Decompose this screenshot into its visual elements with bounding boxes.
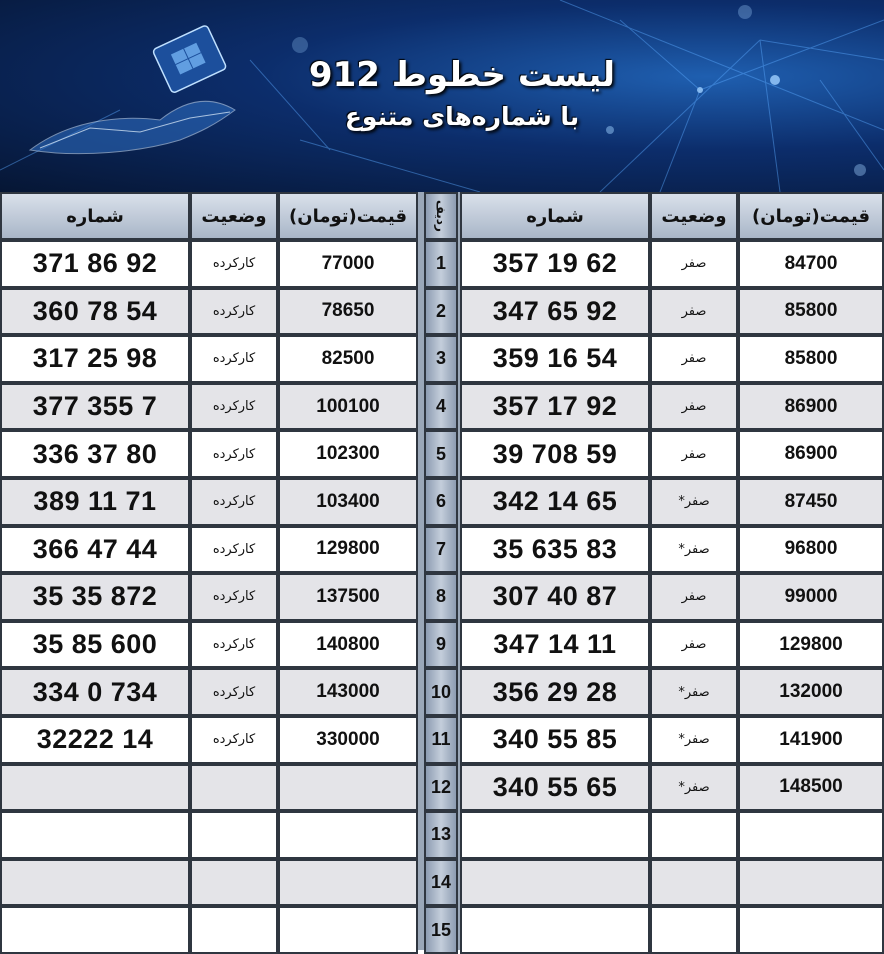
phone-number-left: 371 86 92 bbox=[0, 240, 190, 288]
header-row-no: ردیف bbox=[424, 192, 458, 240]
price-right: 86900 bbox=[738, 383, 884, 431]
phone-number-right bbox=[460, 811, 650, 859]
status-right bbox=[650, 906, 738, 954]
status-left: کارکرده bbox=[190, 668, 278, 716]
status-right: صفر* bbox=[650, 764, 738, 812]
price-left: 82500 bbox=[278, 335, 418, 383]
phone-number-right: 340 55 85 bbox=[460, 716, 650, 764]
phone-number-right: 357 17 92 bbox=[460, 383, 650, 431]
row-number: 14 bbox=[424, 859, 458, 907]
phone-number-left: 377 355 7 bbox=[0, 383, 190, 431]
price-left: 137500 bbox=[278, 573, 418, 621]
phone-number-left bbox=[0, 906, 190, 954]
header-price-left: قیمت(تومان) bbox=[278, 192, 418, 240]
phone-number-left: 35 85 600 bbox=[0, 621, 190, 669]
phone-number-left bbox=[0, 859, 190, 907]
row-number: 1 bbox=[424, 240, 458, 288]
phone-number-right: 347 65 92 bbox=[460, 288, 650, 336]
banner-title: لیست خطوط 912 bbox=[308, 55, 616, 95]
row-number: 5 bbox=[424, 430, 458, 478]
header-number-left: شماره bbox=[0, 192, 190, 240]
price-right: 129800 bbox=[738, 621, 884, 669]
status-right: صفر* bbox=[650, 478, 738, 526]
status-right: صفر* bbox=[650, 668, 738, 716]
header-number-right: شماره bbox=[460, 192, 650, 240]
status-left: کارکرده bbox=[190, 621, 278, 669]
price-right bbox=[738, 811, 884, 859]
status-right: صفر bbox=[650, 430, 738, 478]
row-number: 12 bbox=[424, 764, 458, 812]
price-right: 148500 bbox=[738, 764, 884, 812]
header-status-right: وضعیت bbox=[650, 192, 738, 240]
row-number: 9 bbox=[424, 621, 458, 669]
status-left bbox=[190, 764, 278, 812]
banner-subtitle: با شماره‌های متنوع bbox=[344, 102, 580, 131]
status-left: کارکرده bbox=[190, 430, 278, 478]
price-left: 77000 bbox=[278, 240, 418, 288]
price-left: 330000 bbox=[278, 716, 418, 764]
banner bbox=[0, 0, 884, 192]
row-number: 2 bbox=[424, 288, 458, 336]
status-right: صفر bbox=[650, 383, 738, 431]
row-number: 13 bbox=[424, 811, 458, 859]
phone-number-left bbox=[0, 811, 190, 859]
price-left: 100100 bbox=[278, 383, 418, 431]
phone-number-right: 342 14 65 bbox=[460, 478, 650, 526]
header-price-right: قیمت(تومان) bbox=[738, 192, 884, 240]
phone-number-right: 347 14 11 bbox=[460, 621, 650, 669]
phone-number-left bbox=[0, 764, 190, 812]
row-number: 3 bbox=[424, 335, 458, 383]
phone-number-left: 360 78 54 bbox=[0, 288, 190, 336]
phone-number-right bbox=[460, 859, 650, 907]
status-left: کارکرده bbox=[190, 526, 278, 574]
row-number: 10 bbox=[424, 668, 458, 716]
status-left: کارکرده bbox=[190, 383, 278, 431]
phone-number-left: 389 11 71 bbox=[0, 478, 190, 526]
row-number: 11 bbox=[424, 716, 458, 764]
status-left: کارکرده bbox=[190, 478, 278, 526]
phone-number-right bbox=[460, 906, 650, 954]
status-right: صفر bbox=[650, 240, 738, 288]
price-left bbox=[278, 906, 418, 954]
status-right bbox=[650, 811, 738, 859]
price-right: 99000 bbox=[738, 573, 884, 621]
status-left: کارکرده bbox=[190, 573, 278, 621]
price-right: 85800 bbox=[738, 288, 884, 336]
price-left: 78650 bbox=[278, 288, 418, 336]
status-left: کارکرده bbox=[190, 716, 278, 764]
row-number: 6 bbox=[424, 478, 458, 526]
row-number: 4 bbox=[424, 383, 458, 431]
price-left: 102300 bbox=[278, 430, 418, 478]
status-right: صفر bbox=[650, 288, 738, 336]
price-left: 103400 bbox=[278, 478, 418, 526]
price-right bbox=[738, 859, 884, 907]
price-right bbox=[738, 906, 884, 954]
phone-number-right: 340 55 65 bbox=[460, 764, 650, 812]
status-right: صفر bbox=[650, 621, 738, 669]
network-graphic bbox=[0, 0, 884, 192]
phone-number-left: 334 0 734 bbox=[0, 668, 190, 716]
phone-number-right: 356 29 28 bbox=[460, 668, 650, 716]
price-right: 84700 bbox=[738, 240, 884, 288]
status-right bbox=[650, 859, 738, 907]
phone-number-left: 35 35 872 bbox=[0, 573, 190, 621]
price-right: 132000 bbox=[738, 668, 884, 716]
number-table bbox=[0, 192, 884, 950]
status-right: صفر bbox=[650, 335, 738, 383]
phone-number-right: 35 635 83 bbox=[460, 526, 650, 574]
phone-number-left: 336 37 80 bbox=[0, 430, 190, 478]
status-left bbox=[190, 811, 278, 859]
status-left: کارکرده bbox=[190, 335, 278, 383]
price-right: 87450 bbox=[738, 478, 884, 526]
phone-number-left: 317 25 98 bbox=[0, 335, 190, 383]
price-left: 140800 bbox=[278, 621, 418, 669]
status-right: صفر* bbox=[650, 716, 738, 764]
price-left bbox=[278, 811, 418, 859]
row-number: 15 bbox=[424, 906, 458, 954]
price-left: 129800 bbox=[278, 526, 418, 574]
price-left: 143000 bbox=[278, 668, 418, 716]
status-left: کارکرده bbox=[190, 288, 278, 336]
phone-number-right: 307 40 87 bbox=[460, 573, 650, 621]
price-right: 86900 bbox=[738, 430, 884, 478]
price-right: 85800 bbox=[738, 335, 884, 383]
price-right: 141900 bbox=[738, 716, 884, 764]
price-right: 96800 bbox=[738, 526, 884, 574]
row-number: 7 bbox=[424, 526, 458, 574]
phone-number-right: 39 708 59 bbox=[460, 430, 650, 478]
status-left bbox=[190, 859, 278, 907]
price-left bbox=[278, 764, 418, 812]
status-left: کارکرده bbox=[190, 240, 278, 288]
status-right: صفر bbox=[650, 573, 738, 621]
header-status-left: وضعیت bbox=[190, 192, 278, 240]
phone-number-left: 32222 14 bbox=[0, 716, 190, 764]
phone-number-left: 366 47 44 bbox=[0, 526, 190, 574]
row-number: 8 bbox=[424, 573, 458, 621]
phone-number-right: 357 19 62 bbox=[460, 240, 650, 288]
price-left bbox=[278, 859, 418, 907]
status-right: صفر* bbox=[650, 526, 738, 574]
status-left bbox=[190, 906, 278, 954]
phone-number-right: 359 16 54 bbox=[460, 335, 650, 383]
